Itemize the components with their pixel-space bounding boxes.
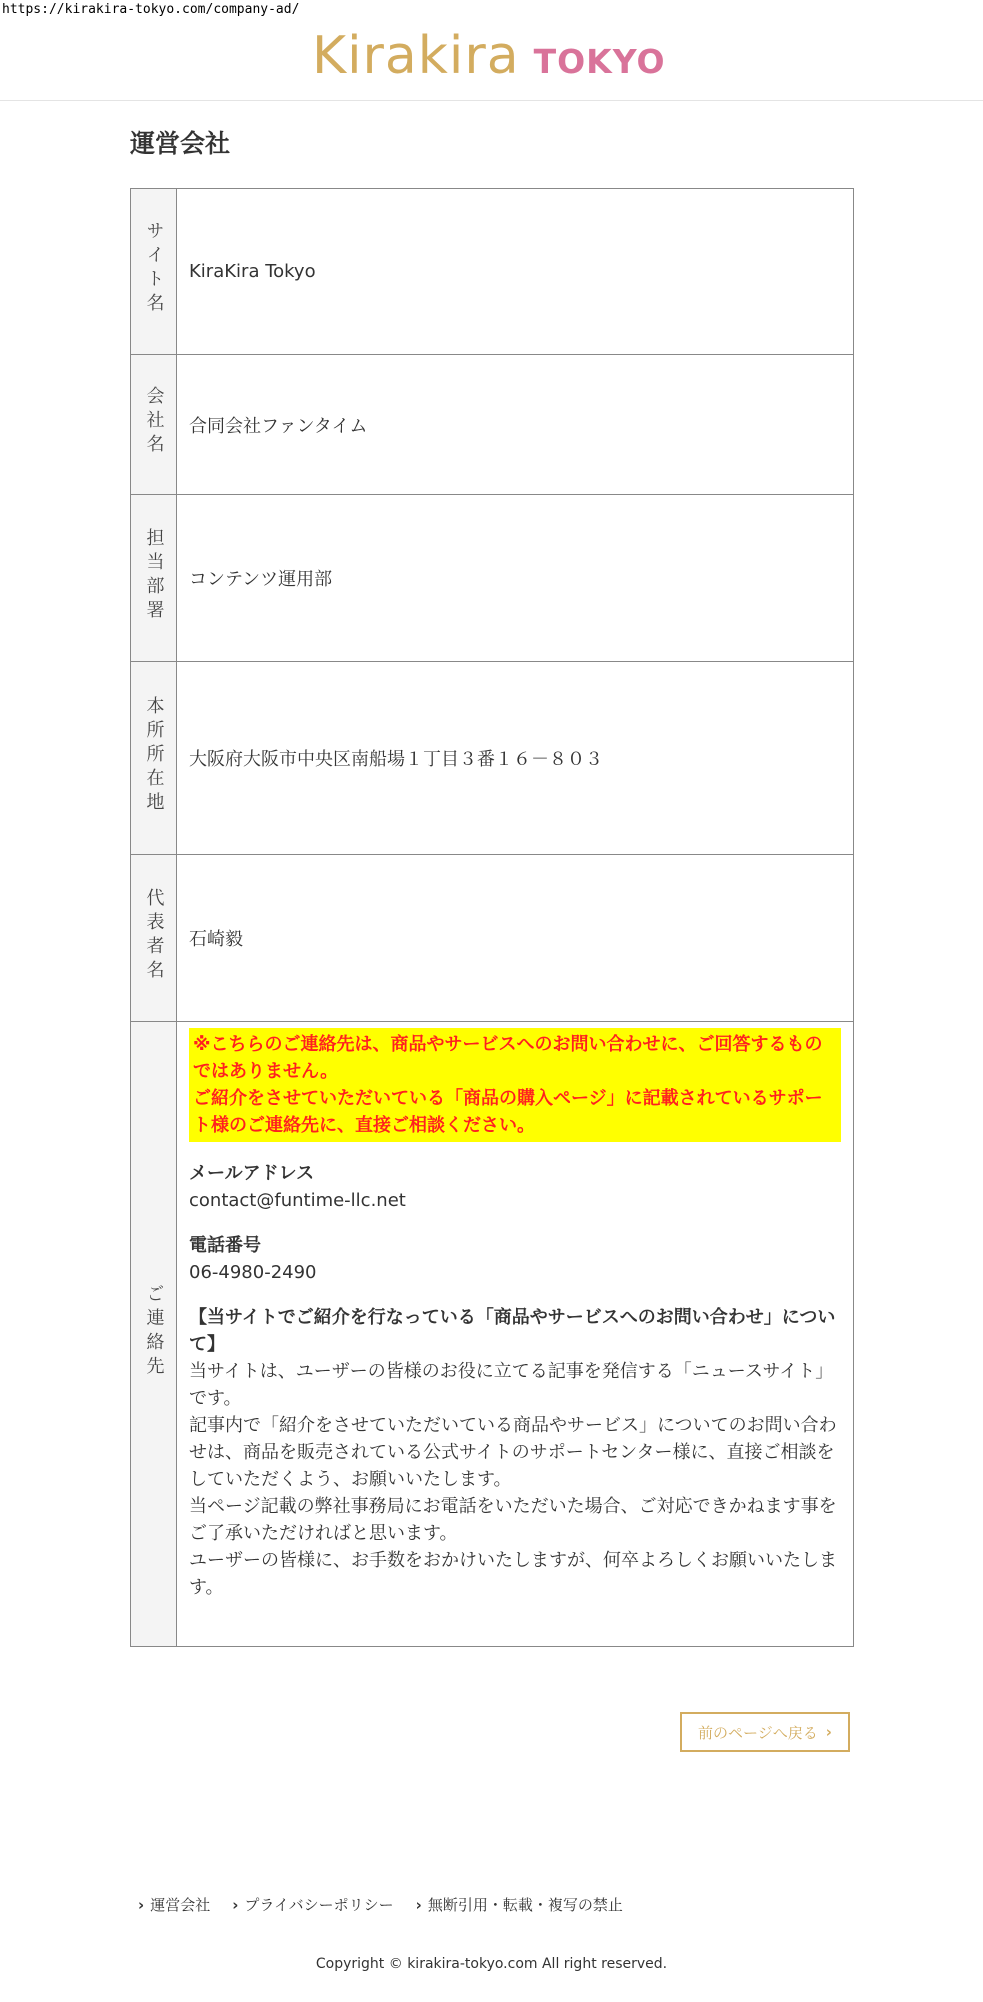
text-line: ユーザーの皆様に、お手数をおかけいたしますが、何卒よろしくお願いいたします。 <box>189 1549 837 1598</box>
company-name-value: 合同会社ファンタイム <box>177 355 854 495</box>
email-value: contact@funtime-llc.net <box>189 1189 406 1211</box>
chevron-right-icon: › <box>825 1723 832 1741</box>
table-row <box>131 1022 854 1647</box>
text-line: 当ページ記載の弊社事務局にお電話をいただいた場合、ご対応できかねます事をご了承いただければと思います。 <box>189 1495 837 1544</box>
back-button-label: 前のページへ戻る <box>698 1723 818 1742</box>
footer-nav <box>138 1894 645 1915</box>
table-row <box>131 355 854 495</box>
site-header <box>0 0 983 101</box>
text-line: ご紹介をさせていただいている「商品の購入ページ」に記載されているサポート様のご連絡先に、直接ご相談ください。 <box>193 1087 823 1136</box>
footer-link-privacy[interactable]: › プライバシーポリシー <box>232 1896 394 1914</box>
phone-label: 電話番号 <box>189 1234 261 1256</box>
department-value: コンテンツ運用部 <box>177 495 854 662</box>
row-label: 代表者名 <box>131 855 177 1022</box>
table-row <box>131 189 854 355</box>
page-title: 運営会社 <box>130 129 231 158</box>
table-row <box>131 855 854 1022</box>
back-button[interactable] <box>680 1712 850 1752</box>
contact-alert <box>189 1028 841 1142</box>
email-label: メールアドレス <box>189 1162 315 1184</box>
table-row <box>131 662 854 855</box>
row-label: 本所所在地 <box>131 662 177 855</box>
row-label: サイト名 <box>131 189 177 355</box>
footer-link-no-copy[interactable]: › 無断引用・転載・複写の禁止 <box>415 1896 623 1914</box>
chevron-right-icon: › <box>138 1896 145 1914</box>
alert-line <box>193 1031 837 1139</box>
browser-url: https://kirakira-tokyo.com/company-ad/ <box>2 2 300 17</box>
row-label: 会社名 <box>131 355 177 495</box>
chevron-right-icon: › <box>232 1896 239 1914</box>
text-line: 記事内で「紹介をさせていただいている商品やサービス」についてのお問い合わせは、商品を販売されている公式サイトのサポートセンター様に、直接ご相談をしていただくよう、お願いいたします。 <box>189 1414 837 1490</box>
inquiry-notice-title: 【当サイトでご紹介を行なっている「商品やサービスへのお問い合わせ」について】 <box>189 1306 836 1355</box>
row-label: ご連絡先 <box>131 1022 177 1647</box>
logo-sub-text: TOKYO <box>533 42 666 81</box>
inquiry-notice-body <box>189 1358 841 1601</box>
address-value: 大阪府大阪市中央区南船場１丁目３番１６－８０３ <box>177 662 854 855</box>
table-row <box>131 495 854 662</box>
text-line: 当サイトは、ユーザーの皆様のお役に立てる記事を発信する「ニュースサイト」です。 <box>189 1360 834 1409</box>
contact-cell <box>177 1022 854 1647</box>
site-name-value: KiraKira Tokyo <box>177 189 854 355</box>
row-label: 担当部署 <box>131 495 177 662</box>
site-logo[interactable] <box>312 26 666 86</box>
footer-link-company[interactable]: › 運営会社 <box>138 1896 211 1914</box>
chevron-right-icon: › <box>415 1896 422 1914</box>
copyright: Copyright © kirakira-tokyo.com All right reserved. <box>315 1956 668 1972</box>
representative-value: 石崎毅 <box>177 855 854 1022</box>
logo-main-text: Kirakira <box>312 26 520 86</box>
company-info-table <box>130 188 854 1647</box>
phone-value: 06-4980-2490 <box>189 1261 317 1283</box>
text-line: ※こちらのご連絡先は、商品やサービスへのお問い合わせに、ご回答するものではありません。 <box>193 1033 823 1082</box>
